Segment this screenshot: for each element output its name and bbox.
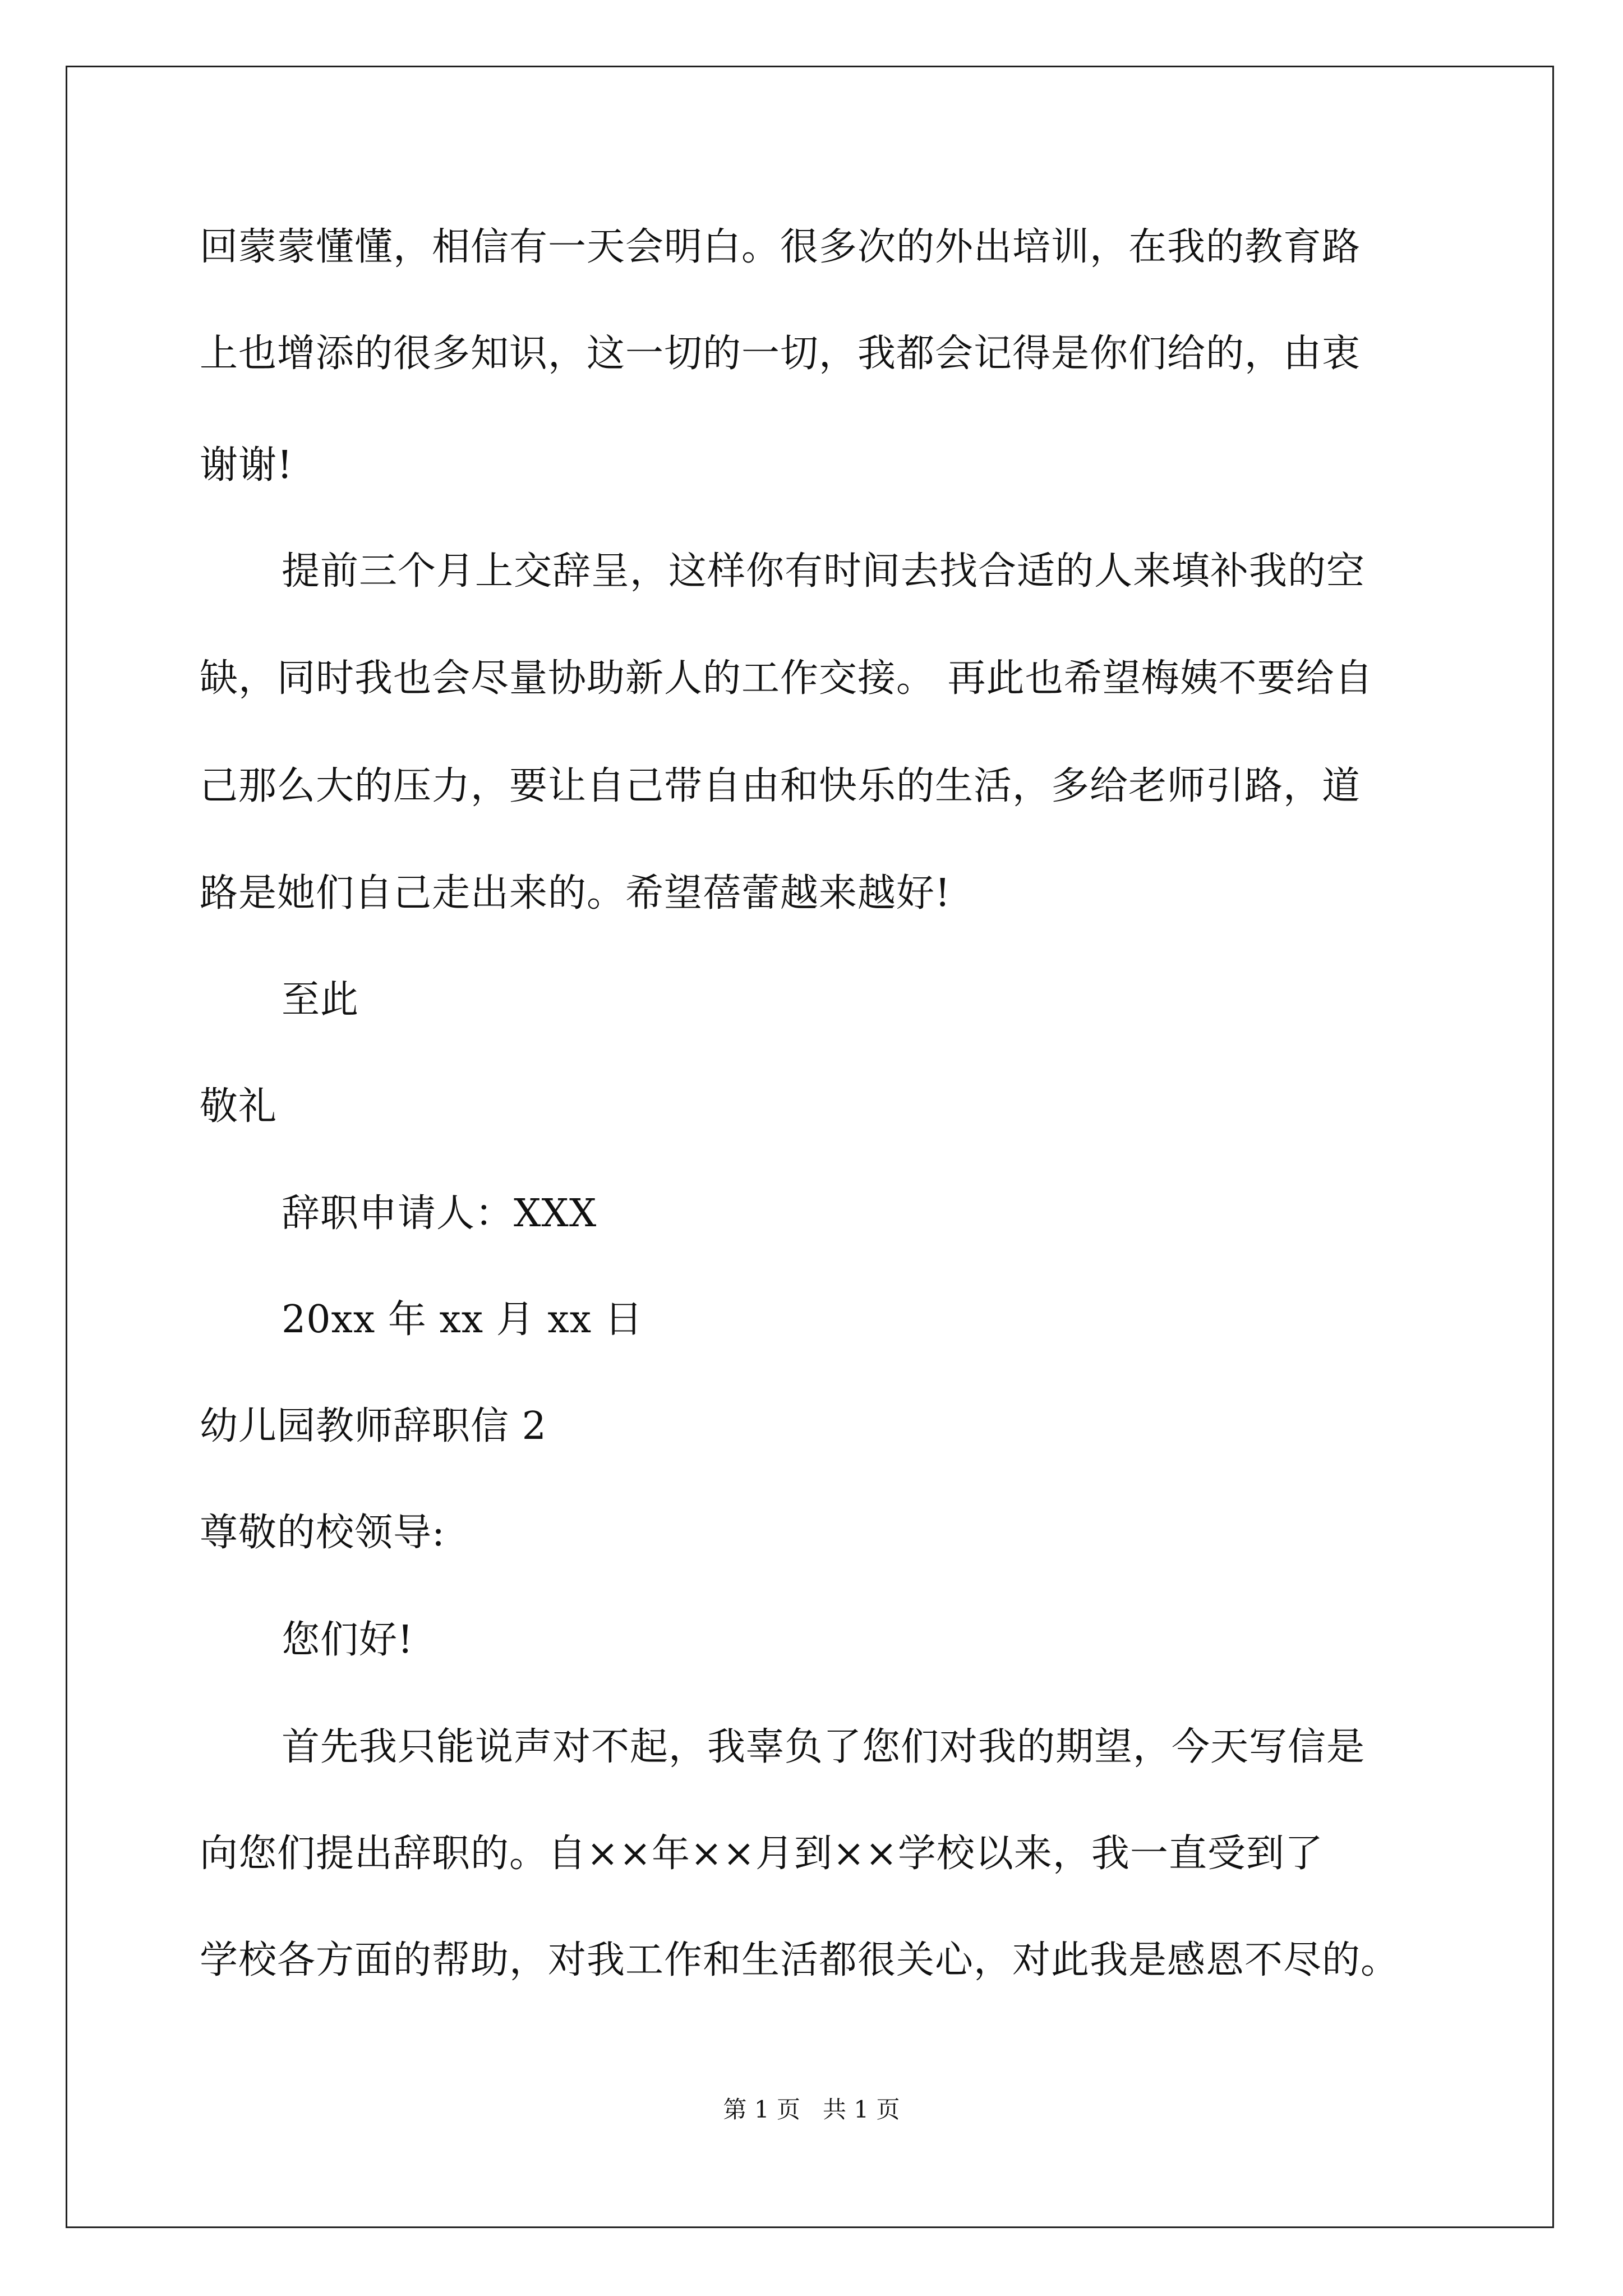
salutation-close: 敬礼 [200, 1084, 278, 1129]
body-line-4: 提前三个月上交辞呈，这样你有时间去找合适的人来填补我的空 [282, 549, 1366, 593]
date-line: 20xx 年 xx 月 xx 日 [282, 1297, 643, 1342]
body-line-15: 首先我只能说声对不起，我辜负了您们对我的期望，今天写信是 [282, 1725, 1366, 1769]
recipient-line: 尊敬的校领导: [200, 1511, 445, 1555]
body-line-2: 上也增添的很多知识，这一切的一切，我都会记得是你们给的，由衷 [200, 332, 1361, 376]
greeting-line: 您们好! [282, 1618, 414, 1662]
body-line-16: 向您们提出辞职的。自××年××月到××学校以来，我一直受到了 [200, 1832, 1324, 1876]
body-line-5: 缺，同时我也会尽量协助新人的工作交接。 再此也希望梅姨不要给自 [200, 656, 1373, 701]
body-line-17: 学校各方面的帮助，对我工作和生活都很关心，对此我是感恩不尽的。 [200, 1938, 1400, 1982]
closing-phrase: 至此 [282, 978, 359, 1022]
body-line-3: 谢谢! [200, 443, 293, 487]
body-line-6: 己那么大的压力，要让自己带自由和快乐的生活，多给老师引路，道 [200, 764, 1361, 808]
body-line-1: 回蒙蒙懂懂，相信有一天会明白。很多次的外出培训，在我的教育路 [200, 225, 1361, 269]
body-line-7: 路是她们自己走出来的。希望蓓蕾越来越好! [200, 871, 951, 915]
section-title: 幼儿园教师辞职信 2 [200, 1404, 547, 1448]
signature-line: 辞职申请人：XXX [282, 1191, 597, 1236]
page-border [66, 66, 1554, 2228]
page-footer: 第 1 页 共 1 页 [723, 2096, 900, 2123]
